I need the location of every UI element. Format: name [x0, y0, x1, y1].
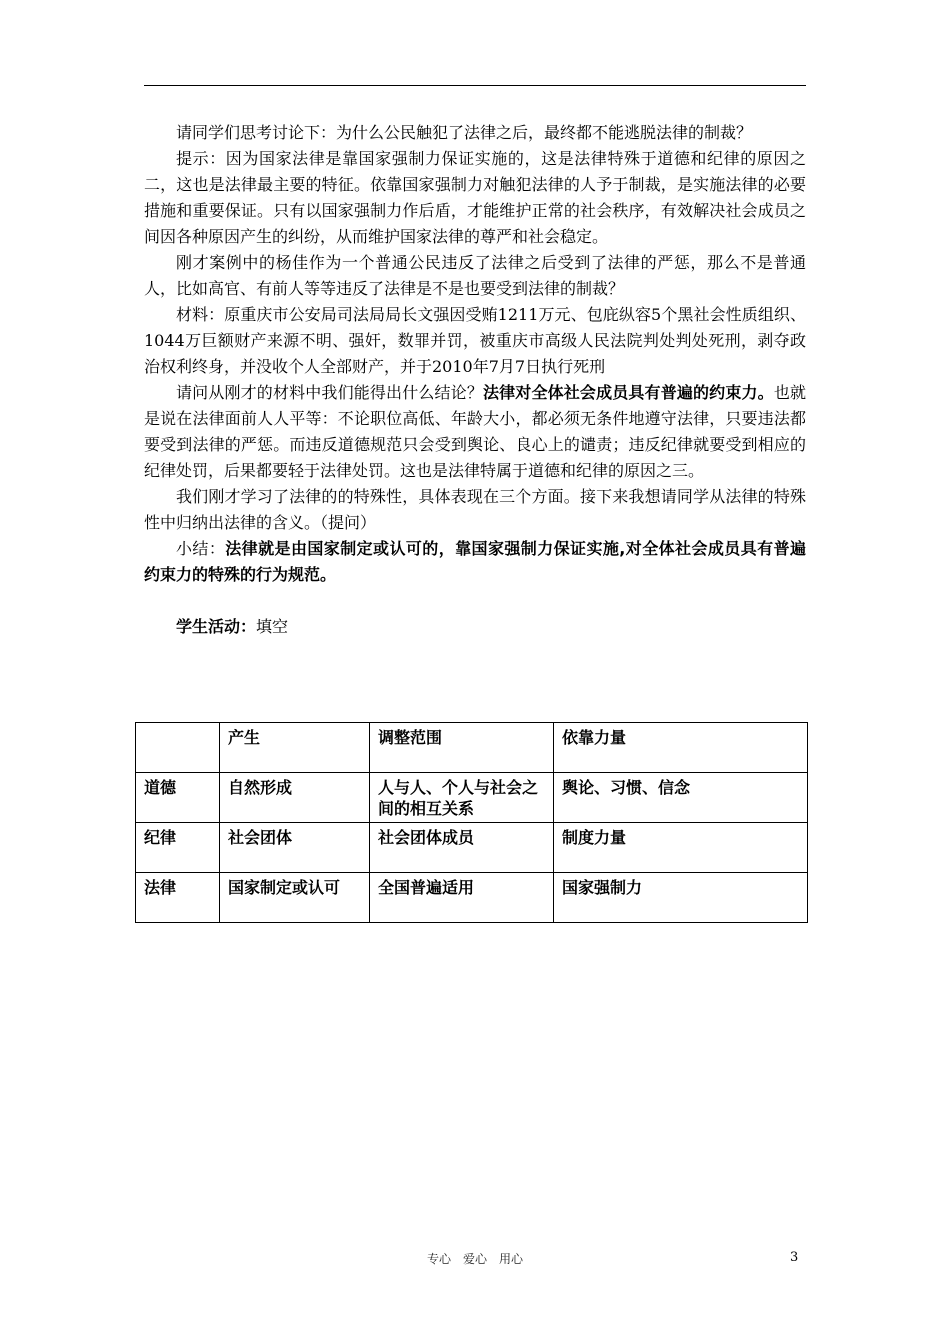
paragraph-hint: 提示：因为国家法律是靠国家强制力保证实施的，这是法律特殊于道德和纪律的原因之二，这也是法律最主要的特征。依靠国家强制力对触犯法律的人予于制裁，是实施法律的必要措施和重要保证。只有以国家强制力作后盾，才能维护正常的社会秩序，有效解决社会成员之间因各种原因产生的纠纷，从而维护国家法律的尊严和社会稳定。 [144, 149, 806, 246]
paragraph-transition: 我们刚才学习了法律的的特殊性，具体表现在三个方面。接下来我想请同学从法律的特殊性中归纳出法律的含义。（提问） [144, 487, 806, 532]
student-activity: 学生活动：填空 [176, 617, 289, 636]
table-header-cell [136, 723, 220, 773]
table-cell: 社会团体 [220, 823, 370, 873]
table-cell: 道德 [136, 773, 220, 823]
table-cell: 全国普遍适用 [370, 873, 554, 923]
table-row [136, 823, 808, 873]
summary-definition: 法律就是由国家制定或认可的，靠国家强制力保证实施,对全体社会成员具有普遍约束力的特殊的行为规范。 [144, 539, 806, 584]
table-header-cell: 依靠力量 [554, 723, 808, 773]
table-cell: 国家强制力 [554, 873, 808, 923]
table-cell: 法律 [136, 873, 220, 923]
table-row [136, 873, 808, 923]
table-cell: 自然形成 [220, 773, 370, 823]
table-cell: 纪律 [136, 823, 220, 873]
comparison-table [135, 722, 808, 923]
paragraph-case: 刚才案例中的杨佳作为一个普通公民违反了法律之后受到了法律的严惩，那么不是普通人，比如高官、有前人等等违反了法律是不是也要受到法律的制裁？ [144, 253, 806, 298]
table-cell: 制度力量 [554, 823, 808, 873]
footer-motto: 专心 爱心 用心 [426, 1252, 523, 1266]
table-header-cell: 调整范围 [370, 723, 554, 773]
conclusion-bold: 法律对全体社会成员具有普遍的约束力。 [482, 383, 774, 402]
page-number: 3 [790, 1250, 799, 1265]
document-body [144, 120, 806, 640]
table-cell: 舆论、习惯、信念 [554, 773, 808, 823]
table-row [136, 773, 808, 823]
table-header-cell: 产生 [220, 723, 370, 773]
header-rule [144, 85, 806, 86]
table-cell: 社会团体成员 [370, 823, 554, 873]
paragraph-conclusion: 请问从刚才的材料中我们能得出什么结论？法律对全体社会成员具有普遍的约束力。也就是说在法律面前人人平等：不论职位高低、年龄大小，都必须无条件地遵守法律，只要违法都要受到法律的严惩。而违反道德规范只会受到舆论、良心上的谴责；违反纪律就要受到相应的纪律处罚，后果都要轻于法律处罚。这也是法律特属于道德和纪律的原因之三。 [144, 383, 806, 480]
table-header-row [136, 723, 808, 773]
table-cell: 人与人、个人与社会之间的相互关系 [370, 773, 554, 823]
table-cell: 国家制定或认可 [220, 873, 370, 923]
paragraph-question: 请同学们思考讨论下：为什么公民触犯了法律之后，最终都不能逃脱法律的制裁？ [176, 123, 753, 142]
paragraph-material: 材料：原重庆市公安局司法局局长文强因受贿1211万元、包庇纵容5个黑社会性质组织、1044万巨额财产来源不明、强奸，数罪并罚，被重庆市高级人民法院判处判处死刑，剥夺政治权利终身，并没收个人全部财产，并于2010年7月7日执行死刑 [144, 305, 806, 376]
paragraph-summary: 小结：法律就是由国家制定或认可的，靠国家强制力保证实施,对全体社会成员具有普遍约束力的特殊的行为规范。 [144, 539, 806, 584]
